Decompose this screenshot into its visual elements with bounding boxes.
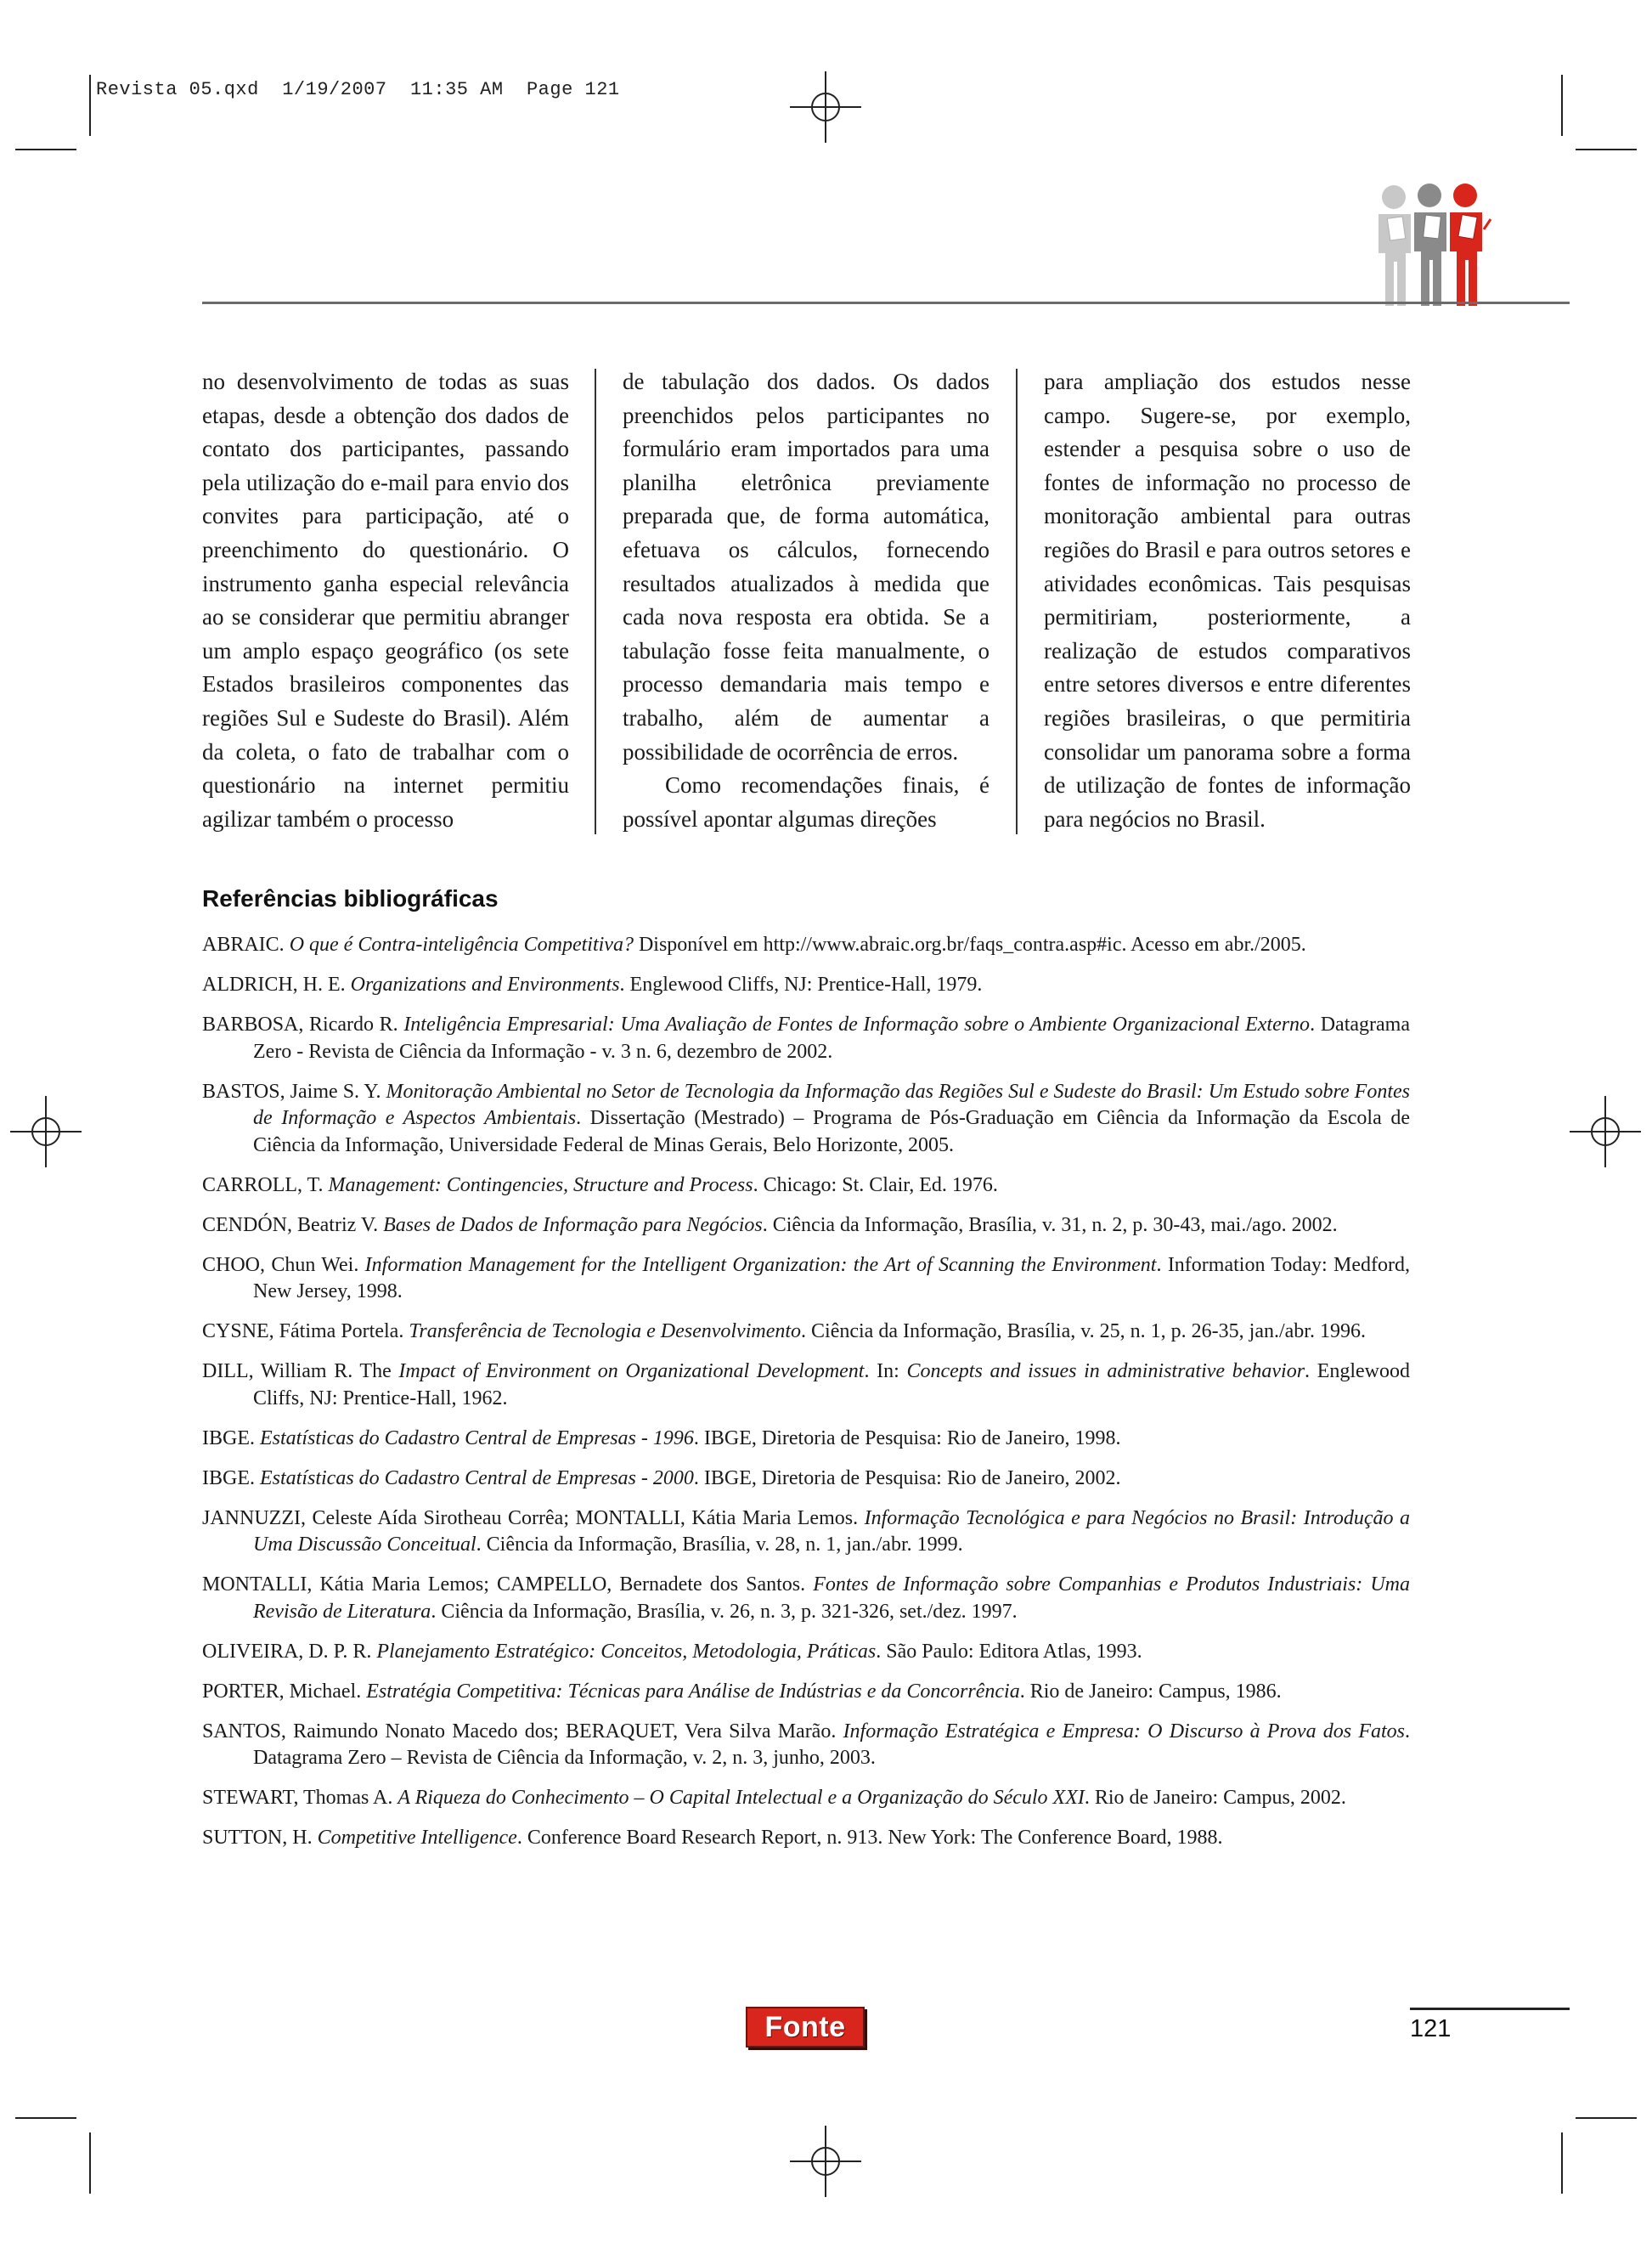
body-paragraph: no desenvolvimento de todas as suas etapas, desde a obtenção dos dados de contato dos participantes, passando pela utilização do e-mail para envio dos convites para participação, até o preenchimento do questionário. O instrumento ganha especial relevância ao se considerar que permitiu abranger um amplo espaço geográfico (os sete Estados brasileiros componentes das regiões Sul e Sudeste do Brasil). Além da coleta, o fato de trabalhar com o questionário na internet permitiu agilizar também o processo bbox=[202, 369, 569, 832]
reference-item bbox=[202, 1212, 1410, 1240]
registration-mark-icon bbox=[790, 2126, 861, 2197]
reference-text: . Datagrama Zero - Revista de Ciência da Informação - v. 3 n. 6, dezembro de 2002. bbox=[253, 1014, 1410, 1063]
reference-text: . Rio de Janeiro: Campus, 1986. bbox=[1019, 1680, 1282, 1703]
reference-text: OLIVEIRA, D. P. R. bbox=[202, 1640, 377, 1663]
reference-title: Bases de Dados de Informação para Negócios bbox=[383, 1213, 763, 1236]
body-paragraph: para ampliação dos estudos nesse campo. Sugere-se, por exemplo, estender a pesquisa sobre o uso de fontes de informação no processo de monitoração ambiental para outras regiões do Brasil e para outros setores e atividades econômicas. Tais pesquisas permitiriam, posteriormente, a realização de estudos comparativos entre setores diversos e entre diferentes regiões brasileiras, o que permitiria consolidar um panorama sobre a forma de utilização de fontes de informação para negócios no Brasil. bbox=[1044, 369, 1411, 832]
reference-text: SANTOS, Raimundo Nonato Macedo dos; BERAQUET, Vera Silva Marão. bbox=[202, 1720, 843, 1743]
reference-item bbox=[202, 1426, 1410, 1453]
reference-item bbox=[202, 1172, 1410, 1200]
reference-item bbox=[202, 972, 1410, 999]
reference-item bbox=[202, 1825, 1410, 1852]
reference-item bbox=[202, 1639, 1410, 1666]
reference-text: IBGE. bbox=[202, 1466, 260, 1489]
column-divider bbox=[1016, 369, 1018, 834]
registration-mark-icon bbox=[10, 1096, 82, 1167]
registration-mark-icon bbox=[790, 71, 861, 143]
reference-title: Information Management for the Intelligent Organization: the Art of Scanning the Environment bbox=[364, 1253, 1157, 1276]
reference-text: . IBGE, Diretoria de Pesquisa: Rio de Janeiro, 2002. bbox=[693, 1466, 1121, 1489]
reference-text: . Englewood Cliffs, NJ: Prentice-Hall, 1979. bbox=[619, 974, 983, 996]
reference-text: IBGE. bbox=[202, 1426, 260, 1449]
reference-text: . Datagrama Zero – Revista de Ciência da Informação, v. 2, n. 3, junho, 2003. bbox=[253, 1720, 1411, 1769]
reference-title: Monitoração Ambiental no Setor de Tecnologia da Informação das Regiões Sul e Sudeste do Brasil: Um Estudo sobre Fontes de Informação e Aspectos Ambientais bbox=[253, 1080, 1410, 1129]
body-paragraph: de tabulação dos dados. Os dados preenchidos pelos participantes no formulário eram importados para uma planilha eletrônica previamente preparada que, de forma automática, efetuava os cálculos, fornecendo resultados atualizados à medida que cada nova resposta era obtida. Se a tabulação fosse feita manualmente, o processo demandaria mais tempo e trabalho, além de aumentar a possibilidade de ocorrência de erros. bbox=[623, 369, 990, 765]
reference-title: O que é Contra-inteligência Competitiva? bbox=[289, 934, 634, 956]
reference-item bbox=[202, 932, 1410, 959]
reference-text: . Englewood Cliffs, NJ: Prentice-Hall, 1962. bbox=[253, 1360, 1411, 1409]
references-list bbox=[202, 932, 1410, 1865]
reference-text: ABRAIC. bbox=[202, 934, 290, 956]
reference-text: . Dissertação (Mestrado) – Programa de Pós-Graduação em Ciência da Informação da Escola de Ciência da Informação, Universidade Federal de Minas Gerais, Belo Horizonte, 2005. bbox=[253, 1107, 1410, 1156]
body-column-2 bbox=[623, 365, 990, 836]
reference-title: Informação Estratégica e Empresa: O Discurso à Prova dos Fatos bbox=[843, 1720, 1406, 1743]
reference-title: Organizations and Environments bbox=[350, 974, 620, 996]
reference-title: Estatísticas do Cadastro Central de Empresas - 2000 bbox=[260, 1466, 694, 1489]
reference-title: Estatísticas do Cadastro Central de Empresas - 1996 bbox=[260, 1426, 694, 1449]
references-heading: Referências bibliográficas bbox=[202, 885, 499, 912]
fonte-logo-text: Fonte bbox=[764, 2010, 846, 2043]
reference-item bbox=[202, 1785, 1410, 1812]
reference-item bbox=[202, 1505, 1410, 1559]
reference-text: CHOO, Chun Wei. bbox=[202, 1253, 365, 1276]
reference-title: Fontes de Informação sobre Companhias e Produtos Industriais: Uma Revisão de Literatura bbox=[253, 1573, 1410, 1623]
reference-title: Inteligência Empresarial: Uma Avaliação de Fontes de Informação sobre o Ambiente Organizacional Externo bbox=[403, 1014, 1311, 1036]
reference-item bbox=[202, 1252, 1410, 1306]
reference-item bbox=[202, 1358, 1410, 1412]
reference-text: . In: bbox=[864, 1360, 907, 1382]
registration-mark-icon bbox=[1570, 1096, 1641, 1167]
reference-text: Disponível em http://www.abraic.org.br/faqs_contra.asp#ic. Acesso em abr./2005. bbox=[633, 934, 1306, 956]
people-group-icon bbox=[1372, 180, 1499, 306]
reference-title: Impact of Environment on Organizational Development bbox=[398, 1360, 865, 1382]
reference-title: Management: Contingencies, Structure and Process bbox=[328, 1173, 753, 1196]
body-column-3 bbox=[1044, 365, 1411, 836]
reference-item bbox=[202, 1012, 1410, 1065]
reference-text: CARROLL, T. bbox=[202, 1173, 329, 1196]
reference-title: Competitive Intelligence bbox=[317, 1827, 517, 1849]
reference-title: A Riqueza do Conhecimento – O Capital Intelectual e a Organização do Século XXI bbox=[397, 1787, 1085, 1809]
reference-text: CENDÓN, Beatriz V. bbox=[202, 1213, 384, 1236]
header-rule bbox=[202, 302, 1570, 304]
print-slug: Revista 05.qxd 1/19/2007 11:35 AM Page 121 bbox=[96, 79, 620, 100]
fonte-logo bbox=[746, 2007, 865, 2048]
reference-text: . Conference Board Research Report, n. 913. New York: The Conference Board, 1988. bbox=[516, 1827, 1223, 1849]
reference-text: . Information Today: Medford, New Jersey, 1998. bbox=[253, 1253, 1410, 1302]
reference-text: . IBGE, Diretoria de Pesquisa: Rio de Janeiro, 1998. bbox=[693, 1426, 1121, 1449]
body-paragraph: Como recomendações finais, é possível apontar algumas direções bbox=[623, 772, 990, 832]
reference-item bbox=[202, 1719, 1410, 1772]
reference-text: DILL, William R. The bbox=[202, 1360, 399, 1382]
reference-text: . Ciência da Informação, Brasília, v. 31, n. 2, p. 30-43, mai./ago. 2002. bbox=[762, 1213, 1338, 1236]
body-column-1 bbox=[202, 365, 569, 836]
reference-text: SUTTON, H. bbox=[202, 1827, 318, 1849]
footer-rule bbox=[1410, 2008, 1570, 2010]
reference-text: JANNUZZI, Celeste Aída Sirotheau Corrêa; MONTALLI, Kátia Maria Lemos. bbox=[202, 1506, 865, 1529]
reference-text: . Ciência da Informação, Brasília, v. 28, n. 1, jan./abr. 1999. bbox=[476, 1534, 963, 1556]
reference-item bbox=[202, 1679, 1410, 1706]
reference-title: Informação Tecnológica e para Negócios no Brasil: Introdução a Uma Discussão Conceitual bbox=[253, 1506, 1410, 1556]
reference-text: ALDRICH, H. E. bbox=[202, 974, 351, 996]
reference-item bbox=[202, 1079, 1410, 1160]
reference-text: BASTOS, Jaime S. Y. bbox=[202, 1080, 386, 1103]
column-divider bbox=[595, 369, 596, 834]
reference-text: . São Paulo: Editora Atlas, 1993. bbox=[876, 1640, 1142, 1663]
reference-text: MONTALLI, Kátia Maria Lemos; CAMPELLO, Bernadete dos Santos. bbox=[202, 1573, 814, 1596]
reference-text: BARBOSA, Ricardo R. bbox=[202, 1014, 404, 1036]
reference-text: . Ciência da Informação, Brasília, v. 26, n. 3, p. 321-326, set./dez. 1997. bbox=[431, 1600, 1018, 1623]
reference-text: PORTER, Michael. bbox=[202, 1680, 367, 1703]
reference-item bbox=[202, 1572, 1410, 1625]
reference-text: . Ciência da Informação, Brasília, v. 25, n. 1, p. 26-35, jan./abr. 1996. bbox=[801, 1320, 1366, 1342]
reference-title: Estratégia Competitiva: Técnicas para Análise de Indústrias e da Concorrência bbox=[366, 1680, 1020, 1703]
reference-text: . Rio de Janeiro: Campus, 2002. bbox=[1084, 1787, 1346, 1809]
reference-title: Transferência de Tecnologia e Desenvolvimento bbox=[409, 1320, 802, 1342]
reference-title: Planejamento Estratégico: Conceitos, Metodologia, Práticas bbox=[376, 1640, 877, 1663]
reference-text: CYSNE, Fátima Portela. bbox=[202, 1320, 409, 1342]
reference-title: Concepts and issues in administrative behavior bbox=[906, 1360, 1305, 1382]
reference-item bbox=[202, 1319, 1410, 1346]
reference-text: . Chicago: St. Clair, Ed. 1976. bbox=[753, 1173, 998, 1196]
reference-text: STEWART, Thomas A. bbox=[202, 1787, 398, 1809]
page-number: 121 bbox=[1410, 2015, 1452, 2042]
reference-item bbox=[202, 1466, 1410, 1493]
